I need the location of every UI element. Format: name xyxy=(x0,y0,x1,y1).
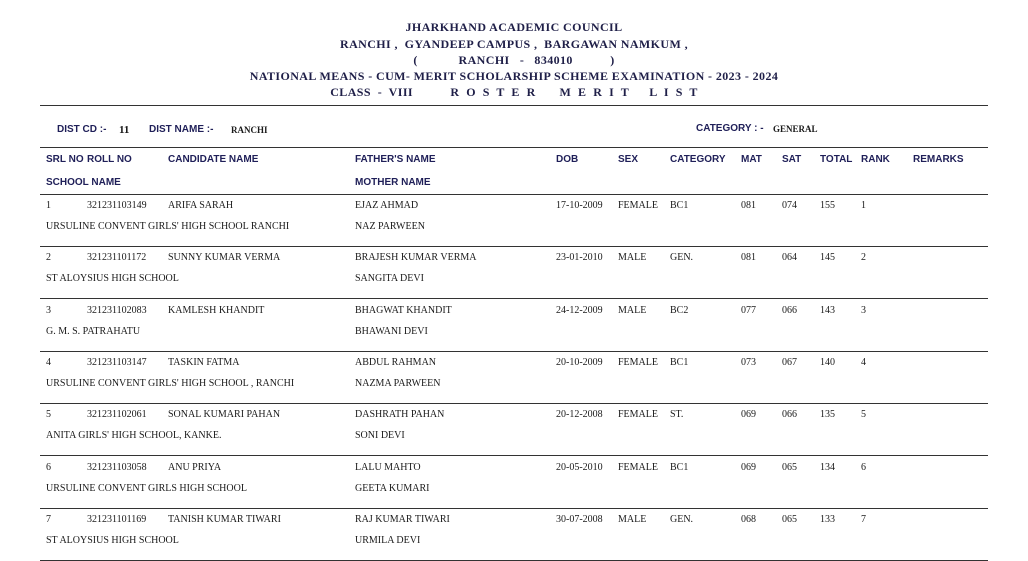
row-srl: 5 xyxy=(46,409,51,420)
table-row xyxy=(0,509,1028,561)
row-total: 155 xyxy=(820,200,835,211)
table-row xyxy=(0,457,1028,509)
row-father-name: BRAJESH KUMAR VERMA xyxy=(355,252,477,263)
row-dob: 20-12-2008 xyxy=(556,409,603,420)
row-mother-name: GEETA KUMARI xyxy=(355,483,430,494)
row-sex: FEMALE xyxy=(618,200,658,211)
row-dob: 30-07-2008 xyxy=(556,514,603,525)
dist-code-value: 11 xyxy=(119,124,130,136)
row-school-name: URSULINE CONVENT GIRLS' HIGH SCHOOL RANCHI xyxy=(46,221,290,232)
row-mother-name: NAZ PARWEEN xyxy=(355,221,425,232)
row-dob: 24-12-2009 xyxy=(556,305,603,316)
row-roll-no: 321231102061 xyxy=(87,409,147,420)
row-category: BC2 xyxy=(670,305,689,316)
row-srl: 1 xyxy=(46,200,51,211)
row-mat: 081 xyxy=(741,200,756,211)
row-sex: MALE xyxy=(618,514,647,525)
row-school-name: G. M. S. PATRAHATU xyxy=(46,326,141,337)
row-father-name: EJAZ AHMAD xyxy=(355,200,419,211)
row-mat: 069 xyxy=(741,409,756,420)
row-school-name: ST ALOYSIUS HIGH SCHOOL xyxy=(46,535,179,546)
council-pincode: ( RANCHI - 834010 ) xyxy=(413,53,615,67)
council-name: JHARKHAND ACADEMIC COUNCIL xyxy=(405,20,623,34)
row-rank: 7 xyxy=(861,514,866,525)
row-srl: 3 xyxy=(46,305,51,316)
row-srl: 2 xyxy=(46,252,51,263)
row-rank: 5 xyxy=(861,409,866,420)
row-mat: 069 xyxy=(741,462,756,473)
council-address: RANCHI , GYANDEEP CAMPUS , BARGAWAN NAMKUM , xyxy=(340,37,688,51)
row-candidate-name: SONAL KUMARI PAHAN xyxy=(168,409,281,420)
row-candidate-name: TASKIN FATMA xyxy=(168,357,240,368)
row-mat: 077 xyxy=(741,305,756,316)
row-school-name: ANITA GIRLS' HIGH SCHOOL, KANKE. xyxy=(46,430,222,441)
row-category: BC1 xyxy=(670,462,689,473)
col-school: SCHOOL NAME xyxy=(46,177,121,188)
row-category: GEN. xyxy=(670,514,694,525)
row-dob: 20-10-2009 xyxy=(556,357,603,368)
row-category: BC1 xyxy=(670,357,689,368)
row-dob: 23-01-2010 xyxy=(556,252,603,263)
row-candidate-name: KAMLESH KHANDIT xyxy=(168,305,265,316)
row-roll-no: 321231103149 xyxy=(87,200,147,211)
row-sex: MALE xyxy=(618,252,647,263)
table-row xyxy=(0,404,1028,456)
row-father-name: LALU MAHTO xyxy=(355,462,421,473)
row-mat: 073 xyxy=(741,357,756,368)
row-total: 134 xyxy=(820,462,835,473)
dist-name-value: RANCHI xyxy=(231,125,268,135)
row-total: 133 xyxy=(820,514,835,525)
row-school-name: ST ALOYSIUS HIGH SCHOOL xyxy=(46,273,179,284)
row-father-name: BHAGWAT KHANDIT xyxy=(355,305,452,316)
exam-title: NATIONAL MEANS - CUM- MERIT SCHOLARSHIP SCHEME EXAMINATION - 2023 - 2024 xyxy=(249,69,779,83)
col-roll: ROLL NO xyxy=(87,154,132,165)
dist-code-label: DIST CD :- xyxy=(57,124,107,135)
row-sat: 067 xyxy=(782,357,797,368)
row-roll-no: 321231102083 xyxy=(87,305,147,316)
row-roll-no: 321231101169 xyxy=(87,514,147,525)
col-mat: MAT xyxy=(741,154,762,165)
col-category: CATEGORY xyxy=(670,154,726,165)
table-row xyxy=(0,195,1028,247)
row-srl: 6 xyxy=(46,462,51,473)
col-total: TOTAL xyxy=(820,154,853,165)
col-sex: SEX xyxy=(618,154,639,165)
row-mother-name: BHAWANI DEVI xyxy=(355,326,428,337)
col-sat: SAT xyxy=(782,154,802,165)
row-sat: 065 xyxy=(782,514,797,525)
table-row xyxy=(0,352,1028,404)
row-total: 145 xyxy=(820,252,835,263)
col-dob: DOB xyxy=(556,154,579,165)
row-father-name: RAJ KUMAR TIWARI xyxy=(355,514,450,525)
row-total: 140 xyxy=(820,357,835,368)
row-category: ST. xyxy=(670,409,684,420)
dist-name-label: DIST NAME :- xyxy=(149,124,214,135)
row-candidate-name: TANISH KUMAR TIWARI xyxy=(168,514,281,525)
row-rank: 1 xyxy=(861,200,866,211)
row-sex: FEMALE xyxy=(618,357,658,368)
row-sex: MALE xyxy=(618,305,647,316)
row-sat: 074 xyxy=(782,200,797,211)
category-value: GENERAL xyxy=(773,124,818,134)
row-sex: FEMALE xyxy=(618,462,658,473)
row-roll-no: 321231103147 xyxy=(87,357,147,368)
row-father-name: ABDUL RAHMAN xyxy=(355,357,437,368)
row-mat: 081 xyxy=(741,252,756,263)
row-candidate-name: ANU PRIYA xyxy=(168,462,222,473)
row-candidate-name: ARIFA SARAH xyxy=(168,200,234,211)
col-father: FATHER'S NAME xyxy=(355,154,436,165)
table-row xyxy=(0,247,1028,299)
row-category: BC1 xyxy=(670,200,689,211)
col-mother: MOTHER NAME xyxy=(355,177,431,188)
row-candidate-name: SUNNY KUMAR VERMA xyxy=(168,252,281,263)
row-mother-name: SANGITA DEVI xyxy=(355,273,424,284)
row-category: GEN. xyxy=(670,252,694,263)
row-srl: 7 xyxy=(46,514,51,525)
row-divider xyxy=(40,298,988,299)
row-srl: 4 xyxy=(46,357,51,368)
row-dob: 20-05-2010 xyxy=(556,462,603,473)
row-total: 135 xyxy=(820,409,835,420)
row-school-name: URSULINE CONVENT GIRLS' HIGH SCHOOL , RANCHI xyxy=(46,378,295,389)
category-label: CATEGORY : - xyxy=(696,123,764,134)
row-sat: 065 xyxy=(782,462,797,473)
row-dob: 17-10-2009 xyxy=(556,200,603,211)
row-sat: 066 xyxy=(782,305,797,316)
col-rank: RANK xyxy=(861,154,890,165)
roster-title: CLASS - VIII R O S T E R M E R I T L I S T xyxy=(330,85,698,99)
table-row xyxy=(0,300,1028,352)
row-rank: 2 xyxy=(861,252,866,263)
row-sex: FEMALE xyxy=(618,409,658,420)
row-school-name: URSULINE CONVENT GIRLS HIGH SCHOOL xyxy=(46,483,247,494)
col-remarks: REMARKS xyxy=(913,154,964,165)
col-srl: SRL NO xyxy=(46,154,84,165)
row-father-name: DASHRATH PAHAN xyxy=(355,409,445,420)
col-candidate: CANDIDATE NAME xyxy=(168,154,259,165)
row-rank: 4 xyxy=(861,357,866,368)
row-roll-no: 321231103058 xyxy=(87,462,147,473)
row-sat: 064 xyxy=(782,252,797,263)
row-mother-name: URMILA DEVI xyxy=(355,535,421,546)
row-divider xyxy=(40,455,988,456)
row-mother-name: NAZMA PARWEEN xyxy=(355,378,441,389)
row-total: 143 xyxy=(820,305,835,316)
row-mother-name: SONI DEVI xyxy=(355,430,405,441)
row-mat: 068 xyxy=(741,514,756,525)
header-divider xyxy=(40,105,988,106)
row-rank: 6 xyxy=(861,462,866,473)
row-rank: 3 xyxy=(861,305,866,316)
row-sat: 066 xyxy=(782,409,797,420)
row-roll-no: 321231101172 xyxy=(87,252,147,263)
column-header-top-rule xyxy=(40,147,988,148)
